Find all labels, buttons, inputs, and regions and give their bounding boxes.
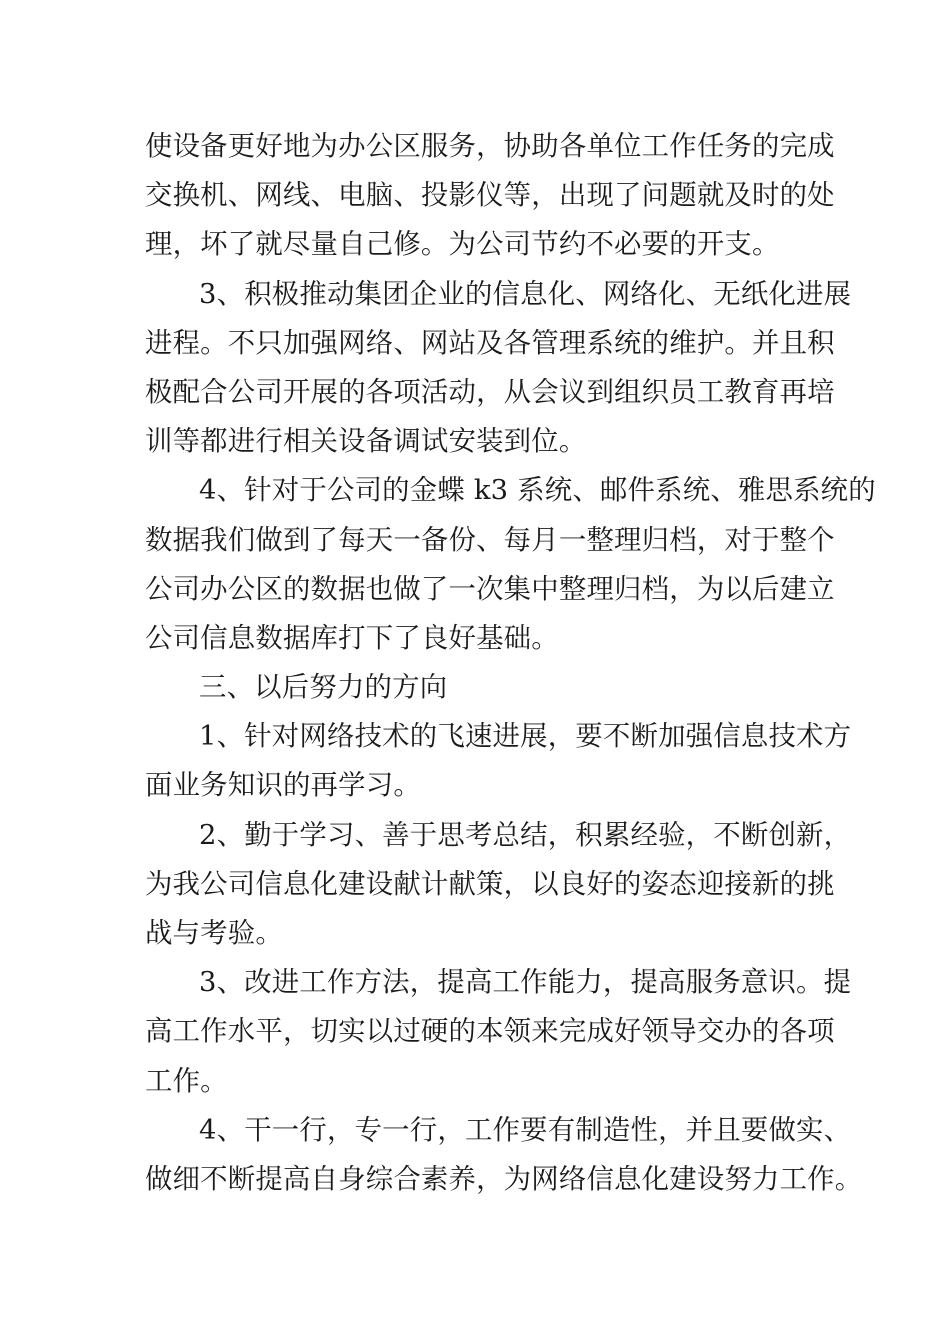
text-line: 进程。不只加强网络、网站及各管理系统的维护。并且积 bbox=[145, 327, 835, 359]
text-line: 使设备更好地为办公区服务，协助各单位工作任务的完成 bbox=[145, 131, 835, 162]
text-line: 训等都进行相关设备调试安装到位。 bbox=[145, 426, 587, 458]
document-body bbox=[145, 122, 876, 1204]
text-line: 高工作水平，切实以过硬的本领来完成好领导交办的各项 bbox=[145, 1016, 835, 1048]
text-line: 3、积极推动集团企业的信息化、网络化、无纸化进展 bbox=[199, 278, 852, 310]
section-heading: 三、以后努力的方向 bbox=[199, 672, 448, 704]
text-line: 交换机、网线、电脑、投影仪等，出现了问题就及时的处 bbox=[145, 180, 835, 212]
text-line: 4、针对于公司的金蝶 k3 系统、邮件系统、雅思系统的 bbox=[199, 475, 876, 507]
text-line: 数据我们做到了每天一备份、每月一整理归档，对于整个 bbox=[145, 524, 835, 556]
text-line: 极配合公司开展的各项活动，从会议到组织员工教育再培 bbox=[145, 376, 835, 408]
text-line: 为我公司信息化建设献计献策，以良好的姿态迎接新的挑 bbox=[145, 868, 835, 900]
text-line: 1、针对网络技术的飞速进展，要不断加强信息技术方 bbox=[199, 721, 852, 753]
text-line: 工作。 bbox=[145, 1065, 228, 1097]
text-line: 公司办公区的数据也做了一次集中整理归档，为以后建立 bbox=[145, 573, 835, 605]
text-line: 理，坏了就尽量自己修。为公司节约不必要的开支。 bbox=[145, 229, 780, 261]
text-line: 4、干一行，专一行，工作要有制造性，并且要做实、 bbox=[199, 1114, 852, 1146]
text-line: 做细不断提高自身综合素养，为网络信息化建设努力工作。 bbox=[145, 1163, 863, 1195]
text-line: 3、改进工作方法，提高工作能力，提高服务意识。提 bbox=[199, 967, 852, 999]
text-line: 公司信息数据库打下了良好基础。 bbox=[145, 622, 559, 654]
text-line: 面业务知识的再学习。 bbox=[145, 770, 421, 802]
text-line: 战与考验。 bbox=[145, 918, 283, 949]
text-line: 2、勤于学习、善于思考总结，积累经验，不断创新， bbox=[199, 819, 852, 851]
